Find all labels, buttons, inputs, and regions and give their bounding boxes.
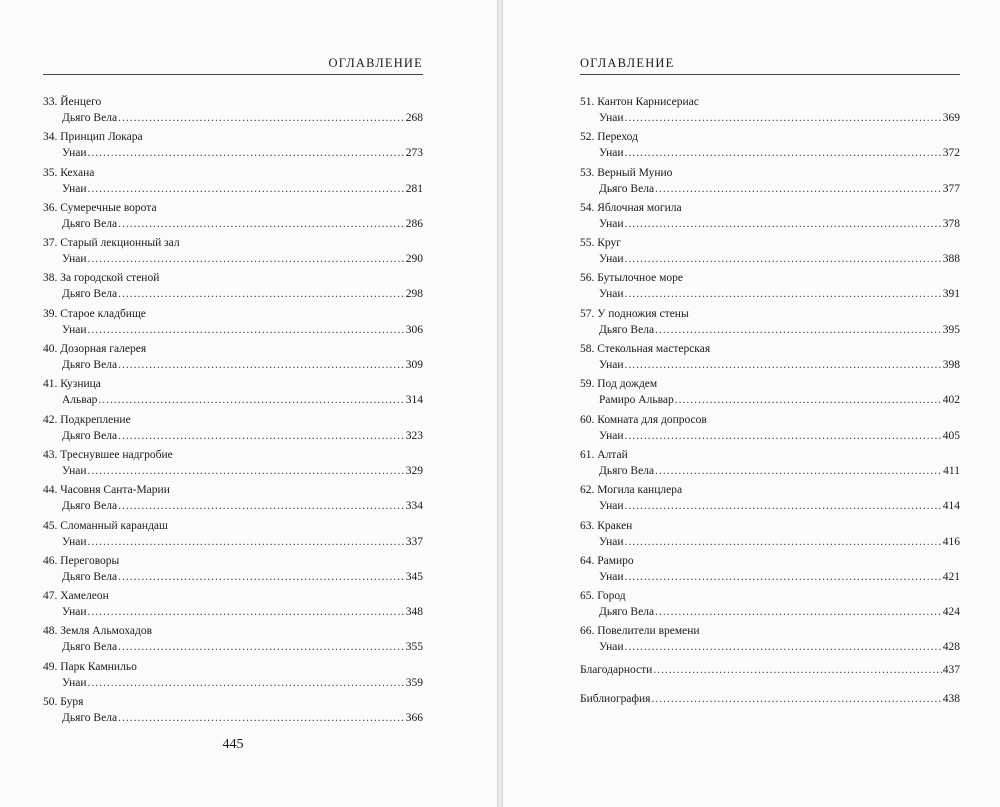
chapter-title: 56. Бутылочное море (580, 272, 683, 285)
chapter-author: Дьяго Вела (62, 359, 118, 372)
dot-leader (655, 181, 942, 197)
chapter-title: 51. Кантон Карнисериас (580, 96, 699, 108)
chapter-title: 43. Треснувшее надгробие (43, 448, 173, 461)
dot-leader (118, 498, 405, 514)
chapter-author: Унаи (62, 182, 87, 195)
dot-leader (88, 675, 405, 691)
toc-entry (43, 129, 423, 164)
page-number: 337 (405, 535, 423, 548)
chapter-author: Унаи (62, 676, 87, 689)
toc-entry (43, 447, 423, 482)
chapter-author: Дьяго Вела (62, 500, 118, 513)
toc-entry (580, 306, 960, 341)
toc-entry (580, 129, 960, 164)
chapter-author: Унаи (599, 147, 624, 160)
page-number: 286 (405, 217, 423, 230)
chapter-title: 36. Сумеречные ворота (43, 201, 157, 214)
chapter-title: 64. Рамиро (580, 554, 634, 567)
toc-entry (43, 341, 423, 376)
toc-entry (43, 235, 423, 270)
chapter-title: 46. Переговоры (43, 554, 120, 567)
dot-leader (625, 357, 942, 373)
page-number: 309 (405, 359, 423, 372)
chapter-author: Дьяго Вела (62, 712, 118, 725)
page-folio: 445 (222, 737, 244, 752)
page-number: 405 (942, 429, 960, 442)
chapter-title: 34. Принцип Локара (43, 131, 143, 144)
chapter-title: 42. Подкрепление (43, 413, 131, 426)
dot-leader (655, 463, 942, 479)
toc-entry (580, 553, 960, 588)
chapter-title: 54. Яблочная могила (580, 201, 682, 214)
page-number: 369 (942, 112, 960, 124)
chapter-title: 33. Йенцего (43, 96, 102, 108)
toc-entry (580, 623, 960, 658)
page-number: 298 (405, 288, 423, 301)
chapter-title: 66. Повелители времени (580, 625, 700, 638)
toc-entry (43, 482, 423, 517)
toc-entry (580, 165, 960, 200)
chapter-title: 57. У подножия стены (580, 307, 689, 320)
page-number: 355 (405, 641, 423, 654)
chapter-title: 55. Круг (580, 237, 621, 250)
toc-entry (43, 623, 423, 658)
dot-leader (651, 691, 941, 707)
chapter-author: Унаи (599, 112, 624, 124)
page-number: 345 (405, 570, 423, 583)
dot-leader (88, 251, 405, 267)
page-number: 306 (405, 323, 423, 336)
dot-leader (653, 662, 941, 678)
chapter-title: 58. Стекольная мастерская (580, 343, 711, 356)
dot-leader (625, 428, 942, 444)
chapter-title: 62. Могила канцлера (580, 484, 683, 497)
dot-leader (88, 181, 405, 197)
chapter-author: Дьяго Вела (62, 217, 118, 230)
chapter-title: 59. Под дождем (580, 378, 658, 391)
chapter-title: 35. Кехана (43, 166, 95, 179)
toc-entry (580, 447, 960, 482)
chapter-title: 45. Сломанный карандаш (43, 519, 168, 532)
page-number: 334 (405, 500, 423, 513)
chapter-author: Унаи (599, 535, 624, 548)
dot-leader (625, 286, 942, 302)
chapter-title: 61. Алтай (580, 448, 628, 461)
dot-leader (625, 498, 942, 514)
page-number: 395 (942, 323, 960, 336)
page-number: 414 (942, 500, 960, 513)
chapter-author: Дьяго Вела (62, 288, 118, 301)
chapter-title: 53. Верный Мунио (580, 166, 673, 179)
dot-leader (88, 534, 405, 550)
chapter-title: 41. Кузница (43, 378, 101, 391)
chapter-author: Унаи (599, 359, 624, 372)
toc-entry (43, 200, 423, 235)
chapter-author: Унаи (599, 500, 624, 513)
page-number: 378 (942, 217, 960, 230)
page-number: 273 (405, 147, 423, 160)
toc-extra-bibliography (580, 691, 960, 707)
dot-leader (88, 463, 405, 479)
chapter-title: 49. Парк Камнильо (43, 660, 137, 673)
dot-leader (625, 110, 942, 126)
page-number: 366 (405, 712, 423, 725)
toc-entry (43, 165, 423, 200)
page-number: 398 (942, 359, 960, 372)
dot-leader (88, 604, 405, 620)
dot-leader (118, 216, 405, 232)
toc-entry (580, 482, 960, 517)
page-number: 438 (942, 693, 960, 705)
dot-leader (625, 639, 942, 655)
chapter-author: Унаи (62, 147, 87, 160)
chapter-author: Унаи (62, 535, 87, 548)
toc-entry (580, 200, 960, 235)
dot-leader (655, 604, 942, 620)
page-number: 428 (942, 641, 960, 654)
chapter-author: Унаи (62, 253, 87, 266)
dot-leader (625, 216, 942, 232)
page-number: 323 (405, 429, 423, 442)
chapter-author: Альвар (62, 394, 98, 407)
chapter-title: 65. Город (580, 590, 626, 603)
chapter-author: Дьяго Вела (62, 112, 118, 124)
chapter-author: Дьяго Вела (599, 182, 655, 195)
dot-leader (118, 357, 405, 373)
chapter-author: Дьяго Вела (599, 464, 655, 477)
toc-entry (580, 518, 960, 553)
page-number: 402 (942, 394, 960, 407)
chapter-author: Унаи (599, 217, 624, 230)
page-number: 268 (405, 112, 423, 124)
toc-entry (43, 94, 423, 129)
left-page (0, 0, 497, 807)
page-number: 359 (405, 676, 423, 689)
toc-entry (43, 306, 423, 341)
toc-entry (580, 341, 960, 376)
chapter-title: 37. Старый лекционный зал (43, 237, 180, 250)
toc-entry (43, 270, 423, 305)
toc-entry (43, 694, 423, 729)
page-number: 377 (942, 182, 960, 195)
toc-list (580, 94, 960, 659)
dot-leader (118, 428, 405, 444)
dot-leader (625, 569, 942, 585)
chapter-author: Унаи (62, 323, 87, 336)
chapter-author: Рамиро Альвар (599, 394, 674, 407)
chapter-title: 52. Переход (580, 131, 638, 144)
chapter-title: 48. Земля Альмохадов (43, 625, 153, 638)
toc-entry (580, 94, 960, 129)
dot-leader (118, 569, 405, 585)
page-number: 416 (942, 535, 960, 548)
page-header: ОГЛАВЛЕНИЕ (580, 56, 960, 75)
extra-title: Библиография (580, 693, 651, 705)
toc-entry (43, 412, 423, 447)
chapter-author: Унаи (599, 641, 624, 654)
toc-entry (580, 588, 960, 623)
right-page (503, 0, 1000, 807)
page-number: 421 (942, 570, 960, 583)
toc-entry (43, 376, 423, 411)
toc-list (43, 94, 423, 729)
dot-leader (675, 392, 942, 408)
chapter-author: Унаи (599, 429, 624, 442)
toc-entry (580, 235, 960, 270)
chapter-title: 44. Часовня Санта-Марии (43, 484, 170, 497)
page-number: 411 (943, 464, 960, 477)
chapter-author: Унаи (62, 464, 87, 477)
dot-leader (118, 110, 405, 126)
dot-leader (88, 145, 405, 161)
chapter-author: Унаи (599, 253, 624, 266)
chapter-title: 47. Хамелеон (43, 590, 109, 603)
dot-leader (118, 710, 405, 726)
dot-leader (625, 145, 942, 161)
dot-leader (118, 286, 405, 302)
chapter-title: 60. Комната для допросов (580, 413, 707, 426)
chapter-author: Дьяго Вела (599, 323, 655, 336)
toc-entry (580, 376, 960, 411)
dot-leader (88, 322, 405, 338)
chapter-title: 40. Дозорная галерея (43, 343, 147, 356)
chapter-title: 38. За городской стеной (43, 272, 160, 285)
chapter-author: Унаи (62, 606, 87, 619)
chapter-author: Дьяго Вела (62, 570, 118, 583)
dot-leader (625, 534, 942, 550)
toc-extra-acknowledgements (580, 662, 960, 678)
page-number: 388 (942, 253, 960, 266)
page-number: 437 (942, 664, 960, 676)
chapter-title: 50. Буря (43, 696, 84, 709)
chapter-author: Дьяго Вела (599, 606, 655, 619)
page-number: 372 (942, 147, 960, 160)
toc-entry (580, 270, 960, 305)
dot-leader (625, 251, 942, 267)
chapter-author: Дьяго Вела (62, 641, 118, 654)
toc-entry (43, 553, 423, 588)
extra-title: Благодарности (580, 664, 653, 676)
dot-leader (98, 392, 404, 408)
page-number: 281 (405, 182, 423, 195)
page-number: 348 (405, 606, 423, 619)
page-number: 391 (942, 288, 960, 301)
toc-entry (580, 412, 960, 447)
chapter-author: Дьяго Вела (62, 429, 118, 442)
toc-entry (43, 518, 423, 553)
chapter-author: Унаи (599, 570, 624, 583)
chapter-title: 63. Кракен (580, 519, 633, 532)
dot-leader (655, 322, 942, 338)
toc-entry (43, 659, 423, 694)
chapter-author: Унаи (599, 288, 624, 301)
page-number: 329 (405, 464, 423, 477)
dot-leader (118, 639, 405, 655)
chapter-title: 39. Старое кладбище (43, 307, 146, 320)
page-number: 314 (405, 394, 423, 407)
page-header: ОГЛАВЛЕНИЕ (43, 56, 423, 75)
page-number: 424 (942, 606, 960, 619)
page-number: 290 (405, 253, 423, 266)
toc-entry (43, 588, 423, 623)
